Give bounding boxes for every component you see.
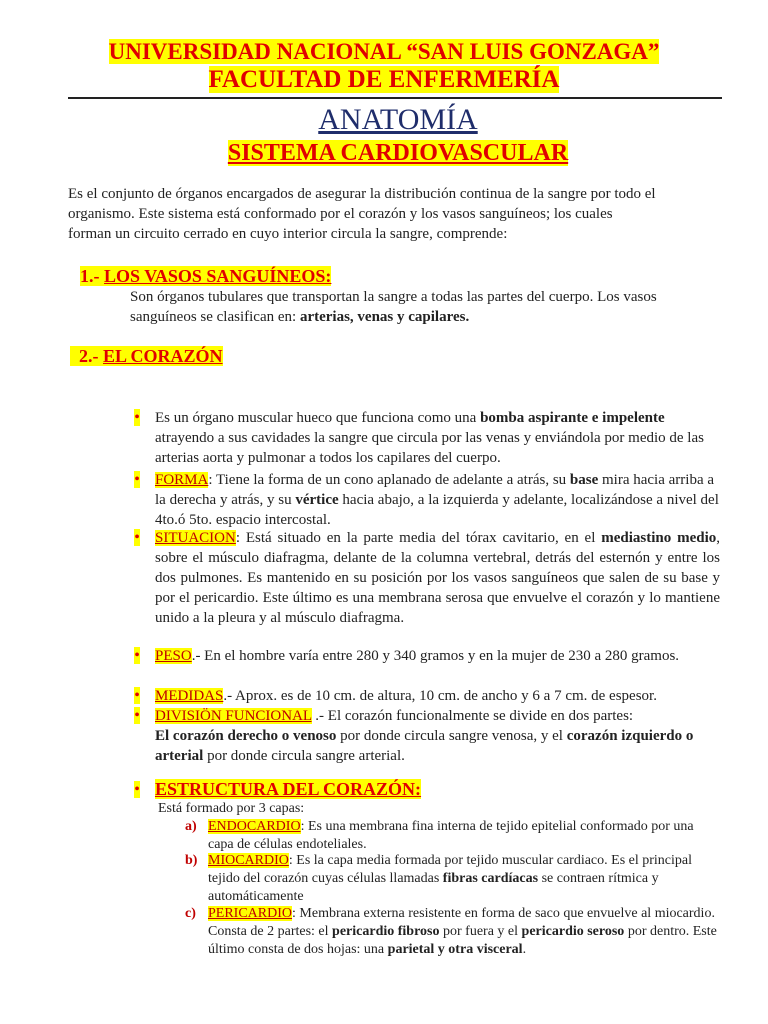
vasos-paragraph: Son órganos tubulares que transportan la sangre a todas las partes del cuerpo. Los vasos sanguíneos se clasifican en: arterias, venas y capilares. xyxy=(130,289,657,325)
list-item: MIOCARDIO: Es la capa media formada por tejido muscular cardiaco. Es el principal tejido del corazón cuyas células llamadas fibras cardíacas se contraen rítmica y automáticamente xyxy=(208,853,693,904)
faculty-name: FACULTAD DE ENFERMERÍA xyxy=(208,66,560,93)
list-item: PESO.- En el hombre varía entre 280 y 340 gramos y en la mujer de 230 a 280 gramos. xyxy=(155,648,680,664)
header-divider xyxy=(68,97,722,99)
intro-paragraph: Es el conjunto de órganos encargados de asegurar la distribución continua de la sangre por todo el organismo. Este sistema está conformado por el corazón y los vasos sanguíneos; los cuales forman un circuito cerrado en cuyo interior circula la sangre, comprende: xyxy=(68,186,656,242)
list-item: MEDIDAS.- Aprox. es de 10 cm. de altura, 10 cm. de ancho y 6 a 7 cm. de espesor. xyxy=(155,688,657,704)
list-letter: a) xyxy=(185,819,197,834)
document-header xyxy=(0,38,768,94)
list-item: Es un órgano muscular hueco que funciona como una bomba aspirante e impelente atrayendo a sus cavidades la sangre que circula por las venas y enviándola por medio de las arterias aorta y pulmonar a todos los capilares del cuerpo. xyxy=(155,410,704,466)
list-item: PERICARDIO: Membrana externa resistente en forma de saco que envuelve al miocardio. Consta de 2 partes: el pericardio fibroso por fuera y el pericardio seroso por dentro. Este último consta de dos hojas: una parietal y otra visceral. xyxy=(208,906,717,957)
list-letter: b) xyxy=(185,853,198,868)
bullet-icon: • xyxy=(134,781,140,798)
list-item: FORMA: Tiene la forma de un cono aplanado de adelante a atrás, su base mira hacia arriba a la derecha y atrás, y su vértice hacia abajo, a la izquierda y adelante, localizándose a nivel del 4to.ó 5to. espacio intercostal. xyxy=(155,472,719,528)
university-name: UNIVERSIDAD NACIONAL “SAN LUIS GONZAGA” xyxy=(108,39,660,64)
list-item: SITUACION: Está situado en la parte media del tórax cavitario, en el mediastino medio, sobre el músculo diafragma, delante de la columna vertebral, detrás del esternón y entre los dos pulmones. Es mantenido en su posición por los vasos sanguíneos que salen de su base y por el pericardio. Este último es una membrana serosa que envuelve el corazón y lo mantiene unido a la pleura y al músculo diafragma. xyxy=(155,530,720,626)
bullet-icon: • xyxy=(134,707,140,724)
bullet-icon: • xyxy=(134,529,140,546)
subject-title: ANATOMÍA xyxy=(318,103,478,136)
section-heading-corazon: 2.- EL CORAZÓN xyxy=(70,345,223,367)
bullet-icon: • xyxy=(134,647,140,664)
section-heading-estructura: ESTRUCTURA DEL CORAZÓN: xyxy=(155,779,422,799)
section-heading-vasos: 1.- LOS VASOS SANGUÍNEOS: xyxy=(80,266,332,286)
list-item: ENDOCARDIO: Es una membrana fina interna de tejido epitelial conformado por una capa de células endoteliales. xyxy=(208,819,694,852)
topic-title: SISTEMA CARDIOVASCULAR xyxy=(227,140,569,166)
bullet-icon: • xyxy=(134,471,140,488)
list-item: DIVISIÖN FUNCIONAL .- El corazón funcionalmente se divide en dos partes: El corazón derecho o venoso por donde circula sangre venosa, y el corazón izquierdo o arterial por donde circula sangre arterial. xyxy=(155,708,694,764)
estructura-intro: Está formado por 3 capas: xyxy=(158,801,305,816)
bullet-icon: • xyxy=(134,409,140,426)
bullet-icon: • xyxy=(134,687,140,704)
list-letter: c) xyxy=(185,906,196,921)
